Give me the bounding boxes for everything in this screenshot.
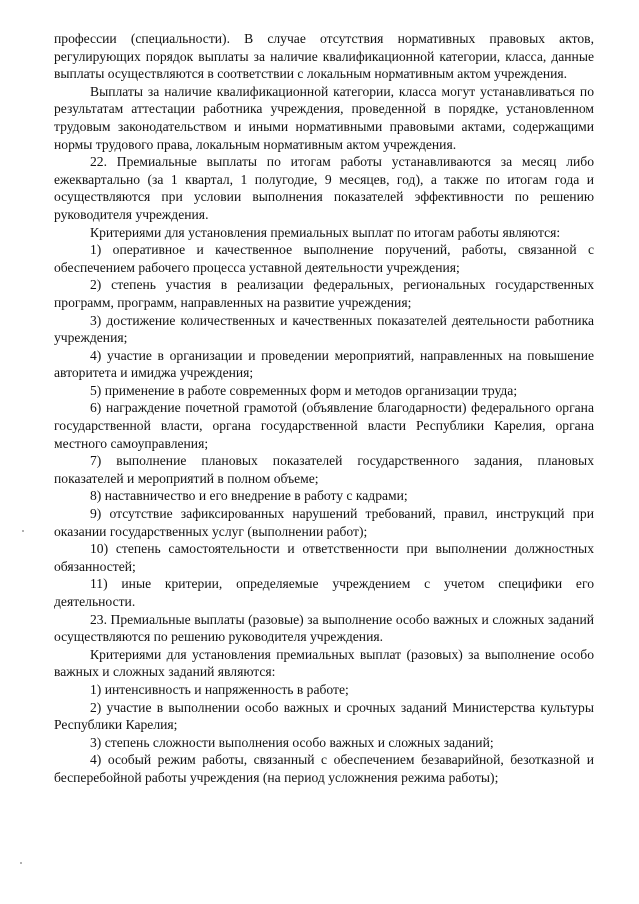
criterion-4: 4) участие в организации и проведении мероприятий, направленных на повышение авторитета и имиджа учреждения; xyxy=(54,347,594,381)
criterion-5: 5) применение в работе современных форм и методов организации труда; xyxy=(90,382,518,398)
paragraph-criteria-intro: Критериями для установления премиальных выплат по итогам работы являются: xyxy=(90,224,561,240)
paragraph-23-one-time-bonus: 23. Премиальные выплаты (разовые) за выполнение особо важных и сложных заданий осуществляются по решению руководителя учреждения. xyxy=(54,611,594,645)
criterion-11: 11) иные критерии, определяемые учреждением с учетом специфики его деятельности. xyxy=(54,576,594,609)
one-time-criterion-1: 1) интенсивность и напряженность в работе; xyxy=(90,681,349,697)
one-time-criterion-4: 4) особый режим работы, связанный с обеспечением безаварийной, безотказной и бесперебойной работы учреждения (на период усложнения режима работы); xyxy=(54,752,594,785)
one-time-criterion-3: 3) степень сложности выполнения особо важных и сложных заданий; xyxy=(90,734,494,750)
paragraph-22-bonus-payments: 22. Премиальные выплаты по итогам работы устанавливаются за месяц либо ежеквартально (за 1 квартал, 1 полугодие, 9 месяцев, год), а также по итогам года и осуществляются при условии выполнения показателей эффективности по решению руководителя учреждения. xyxy=(54,154,594,222)
criterion-2: 2) степень участия в реализации федеральных, региональных государственных программ, программ, направленных на развитие учреждения; xyxy=(54,277,594,310)
criterion-3: 3) достижение количественных и качественных показателей деятельности работника учреждения; xyxy=(54,312,594,346)
criterion-7: 7) выполнение плановых показателей государственного задания, плановых показателей и мероприятий в полном объеме; xyxy=(54,453,594,486)
criterion-1: 1) оперативное и качественное выполнение поручений, работы, связанной с обеспечением рабочего процесса уставной деятельности учреждения; xyxy=(54,242,594,275)
criterion-8: 8) наставничество и его внедрение в работу с кадрами; xyxy=(90,488,408,504)
scan-speck xyxy=(20,862,22,864)
scan-speck xyxy=(22,530,24,532)
document-page xyxy=(54,30,594,787)
paragraph-one-time-criteria-intro: Критериями для установления премиальных выплат (разовых) за выполнение особо важных и сложных заданий являются: xyxy=(54,646,594,680)
criterion-9: 9) отсутствие зафиксированных нарушений требований, правил, инструкций при оказании государственных услуг (выполнении работ); xyxy=(54,506,594,539)
criterion-10: 10) степень самостоятельности и ответственности при выполнении должностных обязанностей; xyxy=(54,541,594,574)
criterion-6: 6) награждение почетной грамотой (объявление благодарности) федерального органа государственной власти, органа государственной власти Республики Карелия, органа местного самоуправления; xyxy=(54,400,594,451)
one-time-criterion-2: 2) участие в выполнении особо важных и срочных заданий Министерства культуры Республики Карелия; xyxy=(54,699,594,733)
paragraph-qualification-payments: Выплаты за наличие квалификационной категории, класса могут устанавливаться по результатам аттестации работника учреждения, проведенной в порядке, установленном трудовым законодательством и иными нормативными правовыми актами, содержащими нормы трудового права, локальным нормативным актом учреждения. xyxy=(54,83,594,152)
paragraph-profession-continuation: профессии (специальности). В случае отсутствия нормативных правовых актов, регулирующих порядок выплаты за наличие квалификационной категории, класса, данные выплаты осуществляются в соответствии с локальным нормативным актом учреждения. xyxy=(54,31,594,82)
